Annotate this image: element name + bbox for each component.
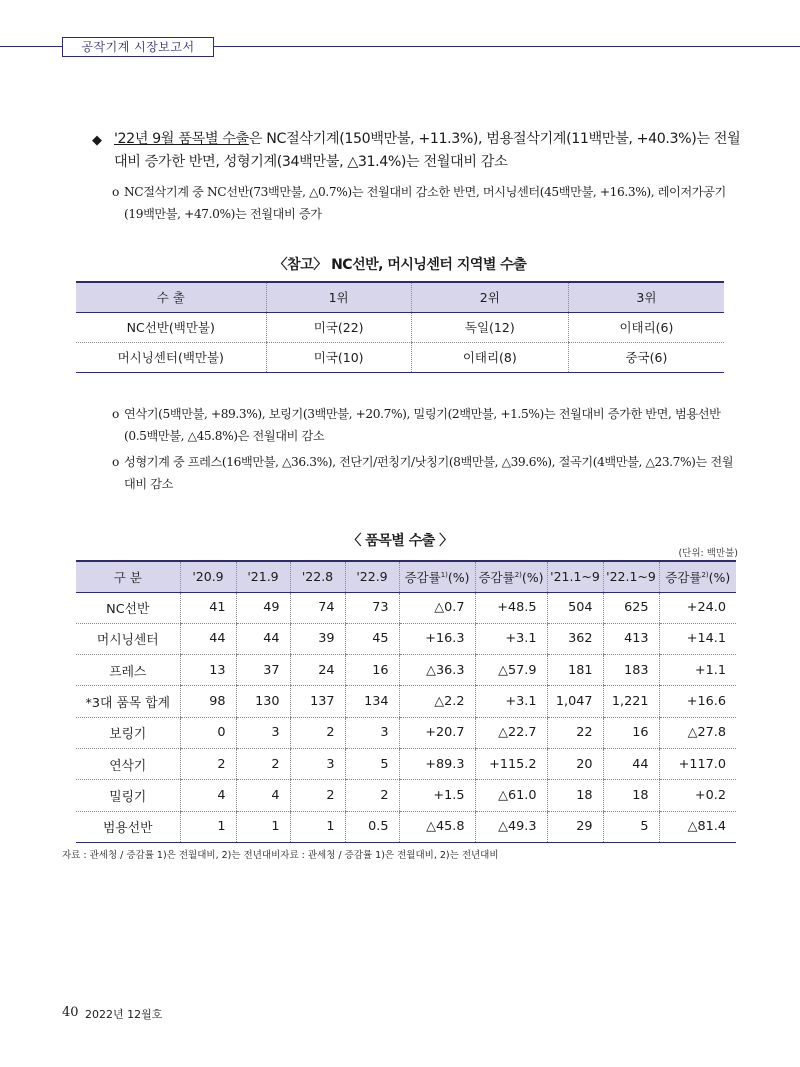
- table-cell: 미국(10): [266, 342, 411, 372]
- table-cell: 44: [236, 623, 290, 654]
- table-cell: 625: [603, 592, 659, 623]
- header-title: 공작기계 시장보고서: [62, 37, 214, 57]
- item-table-caption: 〈 품목별 수출 〉: [347, 533, 453, 549]
- table-cell: 130: [236, 686, 290, 717]
- ref-table-caption: 〈참고〉 NC선반, 머시닝센터 지역별 수출: [273, 257, 527, 273]
- table-row: [76, 811, 736, 842]
- table-cell: △45.8: [399, 811, 475, 842]
- item-header-cell: '22.8: [290, 561, 345, 592]
- table-cell: 74: [290, 592, 345, 623]
- table-cell: +20.7: [399, 717, 475, 748]
- circle-bullet-icon: ο: [112, 455, 119, 469]
- ref-header-cell: 1위: [266, 282, 411, 312]
- main-bullet-text: [92, 128, 742, 174]
- table-cell: 16: [603, 717, 659, 748]
- table-cell: 1,221: [603, 686, 659, 717]
- row-label-cell: 머시닝센터: [76, 623, 180, 654]
- table-cell: +14.1: [659, 623, 736, 654]
- table-row: [76, 342, 724, 372]
- table-cell: 이태리(6): [568, 312, 724, 342]
- ref-table-header-row: [76, 282, 724, 312]
- header-label: 증감률: [665, 569, 702, 585]
- table-row: [76, 312, 724, 342]
- table-cell: 미국(22): [266, 312, 411, 342]
- table-row: [76, 780, 736, 811]
- table-cell: △81.4: [659, 811, 736, 842]
- table-cell: 22: [547, 717, 603, 748]
- row-label-cell: 연삭기: [76, 748, 180, 779]
- row-label-cell: 보링기: [76, 717, 180, 748]
- table-cell: 73: [345, 592, 399, 623]
- table-row: [76, 748, 736, 779]
- diamond-bullet-icon: ◆: [92, 133, 102, 148]
- item-header-cell: '22.1~9: [603, 561, 659, 592]
- table-cell: △27.8: [659, 717, 736, 748]
- header-label: 증감률: [478, 569, 515, 585]
- table-row: [76, 655, 736, 686]
- header-suffix: (%): [447, 569, 470, 585]
- table-cell: 183: [603, 655, 659, 686]
- table-cell: 181: [547, 655, 603, 686]
- table-cell: 1,047: [547, 686, 603, 717]
- table-cell: +115.2: [475, 748, 547, 779]
- sub-bullet-text: 연삭기(5백만불, +89.3%), 보링기(3백만불, +20.7%), 밀링기(2백만불, +1.5%)는 전월대비 증가한 반면, 범용선반 (0.5백만불, △45.8%)은 전월대비 감소: [124, 407, 721, 443]
- item-header-cell: [475, 561, 547, 592]
- table-cell: 중국(6): [568, 342, 724, 372]
- table-cell: 18: [603, 780, 659, 811]
- item-table-header-row: [76, 561, 736, 592]
- ref-header-cell: 3위: [568, 282, 724, 312]
- row-label-cell: 범용선반: [76, 811, 180, 842]
- table-cell: 41: [180, 592, 236, 623]
- table-cell: 2: [236, 748, 290, 779]
- item-header-cell: [659, 561, 736, 592]
- table-cell: 2: [290, 780, 345, 811]
- table-cell: 39: [290, 623, 345, 654]
- table-cell: △0.7: [399, 592, 475, 623]
- table-cell: 44: [180, 623, 236, 654]
- table-cell: +1.1: [659, 655, 736, 686]
- table-cell: +3.1: [475, 686, 547, 717]
- table-cell: 29: [547, 811, 603, 842]
- table-cell: 3: [236, 717, 290, 748]
- table-cell: 3: [345, 717, 399, 748]
- table-cell: 37: [236, 655, 290, 686]
- table-cell: 20: [547, 748, 603, 779]
- table-cell: 44: [603, 748, 659, 779]
- row-label-cell: NC선반: [76, 592, 180, 623]
- ref-table: [76, 281, 724, 373]
- item-header-cell: '20.9: [180, 561, 236, 592]
- sub-bullet-nc: [112, 181, 742, 225]
- item-header-cell: '21.9: [236, 561, 290, 592]
- table-row: [76, 592, 736, 623]
- table-cell: +3.1: [475, 623, 547, 654]
- item-header-cell: '22.9: [345, 561, 399, 592]
- header-footnote: 2): [514, 570, 522, 579]
- page-number: 40: [62, 1005, 79, 1020]
- table-cell: 1: [290, 811, 345, 842]
- table-cell: 5: [345, 748, 399, 779]
- table-cell: +16.3: [399, 623, 475, 654]
- table-cell: 137: [290, 686, 345, 717]
- main-bullet-underlined: '22년 9월 품목별 수출: [114, 131, 249, 147]
- circle-bullet-icon: ο: [112, 185, 119, 199]
- table-cell: △61.0: [475, 780, 547, 811]
- table-cell: 4: [180, 780, 236, 811]
- source-note: 자료 : 관세청 / 증감률 1)은 전월대비, 2)는 전년대비자료 : 관세청 / 증감률 1)은 전월대비, 2)는 전년대비: [62, 850, 499, 861]
- table-cell: △22.7: [475, 717, 547, 748]
- table-cell: 98: [180, 686, 236, 717]
- table-cell: NC선반(백만불): [76, 312, 266, 342]
- issue-date: 2022년 12월호: [85, 1008, 163, 1021]
- table-cell: 413: [603, 623, 659, 654]
- header-rule-right: [214, 46, 800, 47]
- table-cell: △2.2: [399, 686, 475, 717]
- table-cell: 24: [290, 655, 345, 686]
- table-cell: 134: [345, 686, 399, 717]
- unit-label: (단위: 백만불): [678, 548, 738, 559]
- table-cell: 13: [180, 655, 236, 686]
- table-cell: +48.5: [475, 592, 547, 623]
- table-cell: 2: [345, 780, 399, 811]
- main-bullet: [92, 128, 742, 174]
- table-cell: +24.0: [659, 592, 736, 623]
- table-cell: △57.9: [475, 655, 547, 686]
- table-row: [76, 623, 736, 654]
- header-footnote: 2): [701, 570, 709, 579]
- header-label: 증감률: [404, 569, 441, 585]
- table-cell: 504: [547, 592, 603, 623]
- table-cell: 0.5: [345, 811, 399, 842]
- item-table-body: [76, 592, 736, 842]
- table-cell: 362: [547, 623, 603, 654]
- table-cell: +89.3: [399, 748, 475, 779]
- table-cell: 2: [290, 717, 345, 748]
- table-cell: △36.3: [399, 655, 475, 686]
- item-header-cell: '21.1~9: [547, 561, 603, 592]
- header-footnote: 1): [440, 570, 448, 579]
- table-cell: 45: [345, 623, 399, 654]
- table-cell: 18: [547, 780, 603, 811]
- table-cell: 49: [236, 592, 290, 623]
- table-cell: +117.0: [659, 748, 736, 779]
- table-cell: 2: [180, 748, 236, 779]
- row-label-cell: 프레스: [76, 655, 180, 686]
- row-label-cell: 밀링기: [76, 780, 180, 811]
- table-cell: 16: [345, 655, 399, 686]
- table-cell: +16.6: [659, 686, 736, 717]
- sub-bullet-text: NC절삭기계 중 NC선반(73백만불, △0.7%)는 전월대비 감소한 반면, 머시닝센터(45백만불, +16.3%), 레이저가공기 (19백만불, +47.0%)는 전월대비 증가: [124, 185, 726, 221]
- table-cell: 이태리(8): [411, 342, 568, 372]
- sub-bullet-text: 성형기계 중 프레스(16백만불, △36.3%), 전단기/펀칭기/낫칭기(8백만불, △39.6%), 절곡기(4백만불, △23.7%)는 전월대비 감소: [124, 455, 734, 491]
- table-cell: 4: [236, 780, 290, 811]
- sub-bullet-press: [112, 451, 742, 495]
- table-cell: 5: [603, 811, 659, 842]
- table-cell: △49.3: [475, 811, 547, 842]
- table-cell: 독일(12): [411, 312, 568, 342]
- table-cell: 1: [236, 811, 290, 842]
- row-label-cell: *3대 품목 합계: [76, 686, 180, 717]
- table-cell: +0.2: [659, 780, 736, 811]
- header-suffix: (%): [708, 569, 731, 585]
- table-cell: 3: [290, 748, 345, 779]
- table-cell: 머시닝센터(백만불): [76, 342, 266, 372]
- item-table: [76, 560, 736, 843]
- item-header-cell: [399, 561, 475, 592]
- circle-bullet-icon: ο: [112, 407, 119, 421]
- ref-header-cell: 2위: [411, 282, 568, 312]
- ref-header-cell: 수 출: [76, 282, 266, 312]
- header-rule-left: [0, 46, 62, 47]
- table-cell: +1.5: [399, 780, 475, 811]
- table-cell: 0: [180, 717, 236, 748]
- main-bullet-rest: 은 NC절삭기계(150백만불, +11.3%), 범용절삭기계(11백만불, +40.3%)는 전월대비 증가한 반면, 성형기계(34백만불, △31.4%)는 전월대비 감소: [114, 131, 741, 170]
- table-row: [76, 686, 736, 717]
- header-suffix: (%): [521, 569, 544, 585]
- table-cell: 1: [180, 811, 236, 842]
- sub-bullet-grinder: [112, 403, 742, 447]
- item-header-cell: 구 분: [76, 561, 180, 592]
- table-row: [76, 717, 736, 748]
